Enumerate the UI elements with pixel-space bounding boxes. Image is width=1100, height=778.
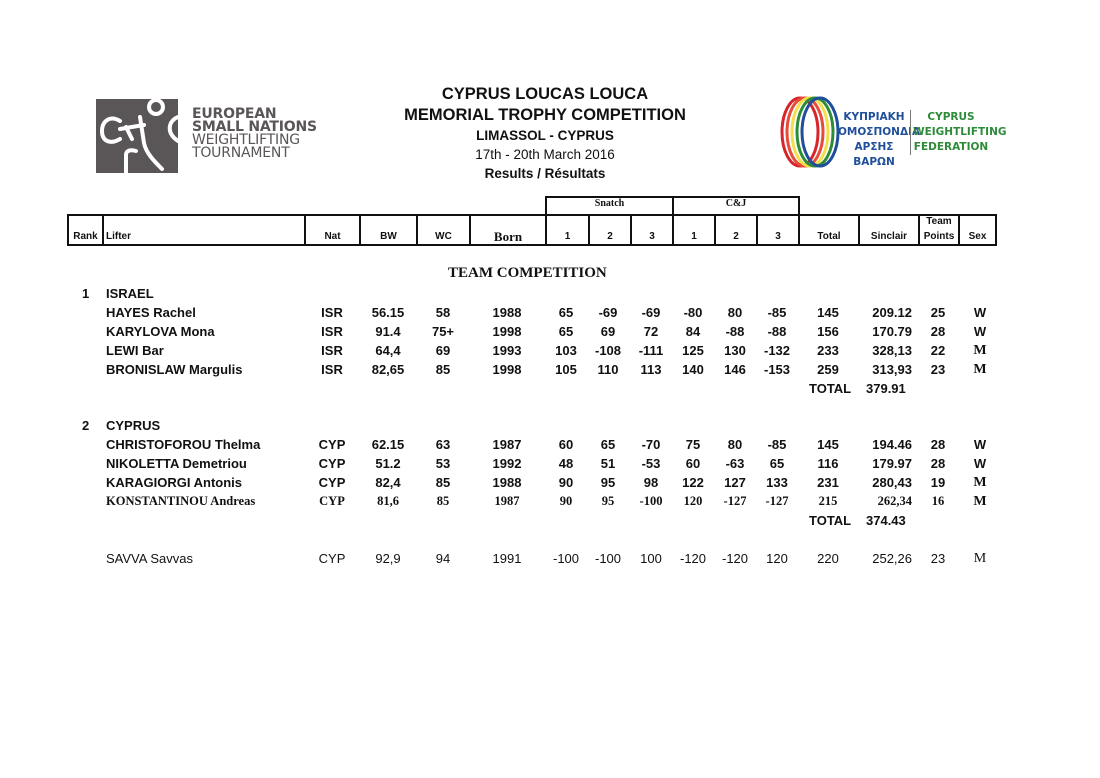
team-total-value: 379.91 [866,381,906,396]
snatch-1: 65 [558,305,574,320]
snatch-2: -69 [598,305,618,320]
cwf-greek-name [838,110,921,170]
cj-2: -88 [725,324,745,339]
sinclair: 262,34 [877,494,912,508]
nat: CYP [318,437,346,452]
sinclair: 252,26 [872,551,912,566]
lifter-name: CHRISTOFOROU Thelma [106,437,261,452]
esn-line-2: SMALL NATIONS [192,119,317,135]
header-col-divider [102,214,104,246]
snatch-1: -100 [552,551,580,566]
header-wc: WC [435,231,452,242]
nat: CYP [318,551,346,566]
snatch-1: 48 [558,456,574,471]
snatch-2: 51 [600,456,616,471]
lifter-name: BRONISLAW Margulis [106,362,243,377]
team-points: 28 [930,456,946,471]
group-right-border [798,196,800,214]
cj-1: -80 [683,305,703,320]
snatch-2: 110 [597,362,619,377]
section-title: TEAM COMPETITION [448,265,607,281]
sex: M [973,551,987,566]
cj-1: 120 [683,494,703,508]
cj-3: 133 [766,475,788,490]
snatch-3: -100 [639,494,663,508]
total: 220 [817,551,839,566]
snatch-2: -108 [594,343,622,358]
snatch-3: -69 [641,305,661,320]
sex: W [973,456,987,471]
total: 259 [817,362,839,377]
esn-line-4: TOURNAMENT [192,145,290,161]
cwf-logo-text [838,110,1007,170]
total: 116 [817,456,839,471]
body-weight: 91.4 [375,324,401,339]
lifter-name: NIKOLETTA Demetriou [106,456,247,471]
esn-line-3: WEIGHTLIFTING [192,132,300,148]
born-year: 1991 [492,551,522,566]
cj-2: 127 [724,475,746,490]
snatch-3: -53 [641,456,661,471]
title-dates: 17th - 20th March 2016 [475,147,615,162]
born-year: 1988 [492,305,522,320]
body-weight: 82,65 [371,362,405,377]
sex: W [973,305,987,320]
snatch-2: 95 [601,494,615,508]
team-points: 22 [930,343,946,358]
body-weight: 56.15 [371,305,405,320]
nat: ISR [321,324,343,339]
cj-1: 60 [685,456,701,471]
nat: ISR [321,343,343,358]
snatch-3: -70 [641,437,661,452]
cj-2: 146 [724,362,746,377]
cj-2: -63 [725,456,745,471]
team-points: 16 [931,494,945,508]
snatch-1: 103 [555,343,577,358]
snatch-3: -111 [638,343,664,358]
sex: M [973,362,987,377]
team-name: ISRAEL [106,286,154,301]
header-team-points_2: Points [923,231,955,242]
title-line-1: CYPRUS LOUCAS LOUCA [441,85,649,103]
title-location: LIMASSOL - CYPRUS [476,128,614,143]
lifter-name: KARAGIORGI Antonis [106,475,243,490]
weight-class: 85 [436,494,450,508]
sinclair: 328,13 [872,343,912,358]
team-total-value: 374.43 [866,513,906,528]
cj-1: 84 [685,324,701,339]
born-year: 1993 [492,343,522,358]
team-points: 23 [930,551,946,566]
cj-1: 125 [682,343,704,358]
nat: CYP [318,475,346,490]
cj-3: -127 [765,494,789,508]
snatch-3: 113 [640,362,662,377]
body-weight: 62.15 [371,437,405,452]
team-points: 28 [930,437,946,452]
header-sex: Sex [968,231,987,242]
total: 156 [817,324,839,339]
cwf-english-line-2: WEIGHTLIFTING [913,126,1007,138]
weight-class: 85 [435,475,451,490]
cj-3: -85 [767,305,787,320]
snatch-3: 100 [640,551,662,566]
document-title [380,84,710,183]
cj-3: -153 [763,362,791,377]
snatch-1: 105 [555,362,577,377]
cj-1: 140 [682,362,704,377]
weight-class: 53 [435,456,451,471]
header-group-snatch: Snatch [594,198,625,209]
lifter-name: SAVVA Savvas [106,551,193,566]
header-group-cj: C&J [725,198,747,209]
team-rank: 2 [82,418,90,433]
sinclair: 194.46 [872,437,912,452]
cj-2: 80 [727,305,743,320]
sex: M [973,475,987,490]
cj-1: -120 [679,551,707,566]
nat: ISR [321,362,343,377]
cwf-greek-line-3: ΑΡΣΗΣ ΒΑΡΩΝ [853,141,895,168]
header-cj1: 1 [691,231,697,242]
snatch-3: 98 [643,475,659,490]
cj-2: 130 [724,343,746,358]
cwf-greek-line-1: ΚΥΠΡΙΑΚΗ [843,111,905,123]
header-born: Born [493,229,523,244]
esn-logo-text [192,108,317,160]
team-points: 25 [930,305,946,320]
nat: CYP [318,456,346,471]
cj-3: -88 [767,324,787,339]
born-year: 1988 [492,475,522,490]
lifter-name: LEWI Bar [106,343,164,358]
sex: M [973,494,987,509]
body-weight: 64,4 [375,343,401,358]
snatch-2: -100 [594,551,622,566]
header-sinclair: Sinclair [870,231,908,242]
cj-3: -85 [767,437,787,452]
born-year: 1992 [492,456,522,471]
nat: CYP [319,494,345,508]
body-weight: 81,6 [377,494,399,508]
born-year: 1987 [494,494,520,508]
weight-class: 94 [435,551,451,566]
sinclair: 209.12 [872,305,912,320]
header-col-divider [995,214,997,246]
born-year: 1998 [492,362,522,377]
snatch-1: 90 [559,494,573,508]
team-points: 19 [930,475,946,490]
team-name: CYPRUS [106,418,161,433]
header-sn3: 3 [649,231,655,242]
cwf-english-line-1: CYPRUS [927,111,975,123]
cj-1: 122 [682,475,704,490]
snatch-2: 69 [600,324,616,339]
sex: W [973,437,987,452]
team-total-label: TOTAL [809,381,852,396]
header-bw: BW [380,231,397,242]
cj-3: -132 [763,343,791,358]
cj-2: 80 [727,437,743,452]
total: 145 [817,305,839,320]
weight-class: 85 [435,362,451,377]
weight-class: 58 [435,305,451,320]
cwf-greek-line-2: ΟΜΟΣΠΟΝΔΙΑ [838,126,921,138]
cj-1: 75 [685,437,701,452]
sinclair: 170.79 [872,324,912,339]
cwf-english-line-3: FEDERATION [913,141,989,153]
sinclair: 280,43 [872,475,912,490]
weight-class: 69 [435,343,451,358]
header-rank: Rank [73,231,98,242]
title-results: Results / Résultats [484,166,606,181]
title-line-2: MEMORIAL TROPHY COMPETITION [404,106,686,124]
header-team-points-line1: Team [926,216,952,227]
header-cj2: 2 [733,231,739,242]
header-sn1: 1 [564,231,571,242]
total: 145 [817,437,839,452]
header-nat: Nat [324,231,341,242]
born-year: 1987 [492,437,522,452]
total: 233 [817,343,839,358]
snatch-1: 65 [558,324,574,339]
sex: W [973,324,987,339]
cwf-english-name [910,110,1007,155]
snatch-1: 90 [558,475,574,490]
esn-logo-mark [96,99,178,173]
total: 215 [818,494,838,508]
cj-2: -127 [723,494,747,508]
header-total: Total [817,231,841,242]
sinclair: 179.97 [872,456,912,471]
esn-line-1: EUROPEAN [192,106,277,122]
header-lifter: Lifter [106,231,131,242]
lifter-name: KARYLOVA Mona [106,324,215,339]
header-sn2: 2 [607,231,613,242]
sinclair: 313,93 [872,362,912,377]
body-weight: 92,9 [375,551,401,566]
cj-3: 65 [769,456,785,471]
total: 231 [817,475,839,490]
team-total-label: TOTAL [809,513,852,528]
esn-logo-icon [96,99,178,173]
cj-2: -120 [721,551,749,566]
nat: ISR [321,305,343,320]
header-cj3: 3 [775,231,781,242]
snatch-2: 95 [600,475,616,490]
team-points: 28 [930,324,946,339]
sex: M [973,343,987,358]
born-year: 1998 [492,324,522,339]
snatch-3: 72 [643,324,659,339]
weight-class: 75+ [431,324,455,339]
cj-3: 120 [766,551,788,566]
snatch-1: 60 [558,437,574,452]
snatch-2: 65 [600,437,616,452]
team-rank: 1 [82,286,90,301]
body-weight: 51.2 [375,456,401,471]
lifter-name: KONSTANTINOU Andreas [106,494,256,508]
weight-class: 63 [435,437,451,452]
team-points: 23 [930,362,946,377]
lifter-name: HAYES Rachel [106,305,196,320]
body-weight: 82,4 [375,475,401,490]
